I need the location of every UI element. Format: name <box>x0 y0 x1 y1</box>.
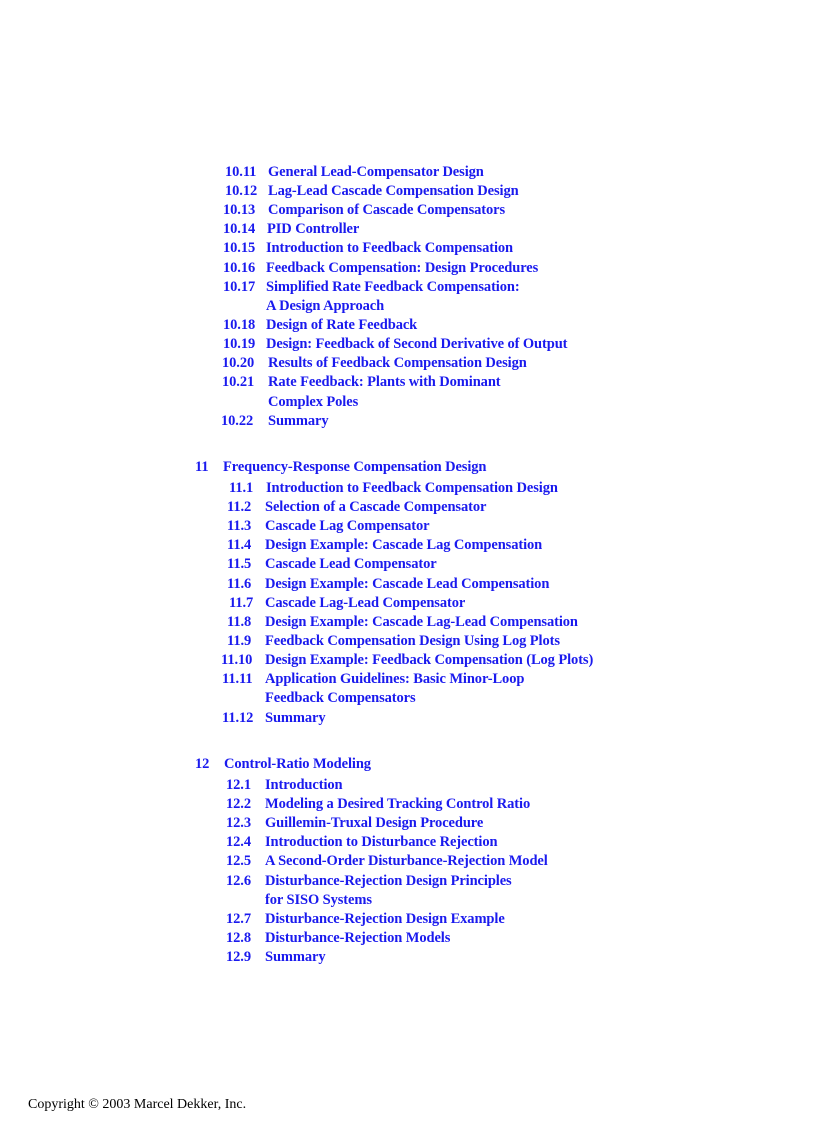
section-title: Summary <box>265 710 326 726</box>
section-title: Results of Feedback Compensation Design <box>268 355 527 371</box>
chapter-number: 11 <box>195 459 209 475</box>
section-title: Simplified Rate Feedback Compensation: <box>266 279 520 295</box>
section-title: General Lead-Compensator Design <box>268 164 484 180</box>
section-title: Selection of a Cascade Compensator <box>265 499 487 515</box>
section-number: 12.2 <box>226 796 251 812</box>
section-number: 11.10 <box>221 652 253 668</box>
section-title: Design: Feedback of Second Derivative of Output <box>266 336 568 352</box>
section-number: 10.16 <box>223 260 256 276</box>
section-number: 10.18 <box>223 317 256 333</box>
section-number: 10.15 <box>223 240 256 256</box>
section-number: 12.7 <box>226 911 251 927</box>
chapter-title: Frequency-Response Compensation Design <box>223 459 487 475</box>
chapter-number: 12 <box>195 756 210 772</box>
section-title: Design Example: Cascade Lag Compensation <box>265 537 543 553</box>
section-number: 11.3 <box>227 518 252 534</box>
section-number: 12.8 <box>226 930 251 946</box>
section-title: Introduction to Feedback Compensation Design <box>266 480 558 496</box>
section-title: Rate Feedback: Plants with Dominant <box>268 374 501 390</box>
section-number: 10.17 <box>223 279 256 295</box>
section-title: Disturbance-Rejection Models <box>265 930 451 946</box>
section-number: 11.6 <box>227 576 252 592</box>
section-title: PID Controller <box>267 221 360 237</box>
section-number: 12.6 <box>226 873 251 889</box>
section-title: Design of Rate Feedback <box>266 317 418 333</box>
chapter-title: Control-Ratio Modeling <box>224 756 371 772</box>
section-title: Summary <box>268 413 329 429</box>
section-number: 11.9 <box>227 633 252 649</box>
section-title: Introduction to Disturbance Rejection <box>265 834 498 850</box>
section-number: 12.1 <box>226 777 251 793</box>
section-title: Cascade Lead Compensator <box>265 556 437 572</box>
section-title: Introduction <box>265 777 343 793</box>
section-number: 10.19 <box>223 336 256 352</box>
section-title-line-2: for SISO Systems <box>265 892 372 908</box>
section-title: Cascade Lag Compensator <box>265 518 430 534</box>
section-number: 11.2 <box>227 499 252 515</box>
section-title: Disturbance-Rejection Design Principles <box>265 873 512 889</box>
section-number: 10.20 <box>222 355 255 371</box>
section-title: Design Example: Cascade Lag-Lead Compensation <box>265 614 578 630</box>
section-number: 11.7 <box>229 595 254 611</box>
section-title: Feedback Compensation: Design Procedures <box>266 260 539 276</box>
section-number: 11.5 <box>227 556 252 572</box>
section-title: Modeling a Desired Tracking Control Ratio <box>265 796 531 812</box>
section-title: A Second-Order Disturbance-Rejection Model <box>265 853 548 869</box>
section-title-line-2: Feedback Compensators <box>265 690 416 706</box>
section-title: Summary <box>265 949 326 965</box>
section-number: 11.4 <box>227 537 252 553</box>
section-title: Design Example: Feedback Compensation (Log Plots) <box>265 652 594 668</box>
section-title-line-2: A Design Approach <box>266 298 385 314</box>
section-title: Introduction to Feedback Compensation <box>266 240 513 256</box>
section-number: 10.11 <box>225 164 257 180</box>
section-title: Design Example: Cascade Lead Compensation <box>265 576 550 592</box>
section-number: 11.1 <box>229 480 254 496</box>
copyright-footer: Copyright © 2003 Marcel Dekker, Inc. <box>28 1097 247 1112</box>
section-title-line-2: Complex Poles <box>268 394 359 410</box>
section-number: 11.12 <box>222 710 254 726</box>
section-number: 12.5 <box>226 853 251 869</box>
section-number: 12.4 <box>226 834 251 850</box>
section-number: 10.21 <box>222 374 255 390</box>
section-number: 12.9 <box>226 949 251 965</box>
section-title: Application Guidelines: Basic Minor-Loop <box>265 671 525 687</box>
section-number: 12.3 <box>226 815 251 831</box>
section-title: Disturbance-Rejection Design Example <box>265 911 505 927</box>
section-title: Feedback Compensation Design Using Log Plots <box>265 633 560 649</box>
section-number: 11.8 <box>227 614 252 630</box>
section-number: 10.14 <box>223 221 256 237</box>
section-title: Comparison of Cascade Compensators <box>268 202 506 218</box>
section-number: 10.13 <box>223 202 256 218</box>
section-title: Lag-Lead Cascade Compensation Design <box>268 183 519 199</box>
section-number: 10.22 <box>221 413 254 429</box>
section-number: 10.12 <box>225 183 258 199</box>
section-title: Guillemin-Truxal Design Procedure <box>265 815 484 831</box>
section-title: Cascade Lag-Lead Compensator <box>265 595 466 611</box>
section-number: 11.11 <box>222 671 253 687</box>
